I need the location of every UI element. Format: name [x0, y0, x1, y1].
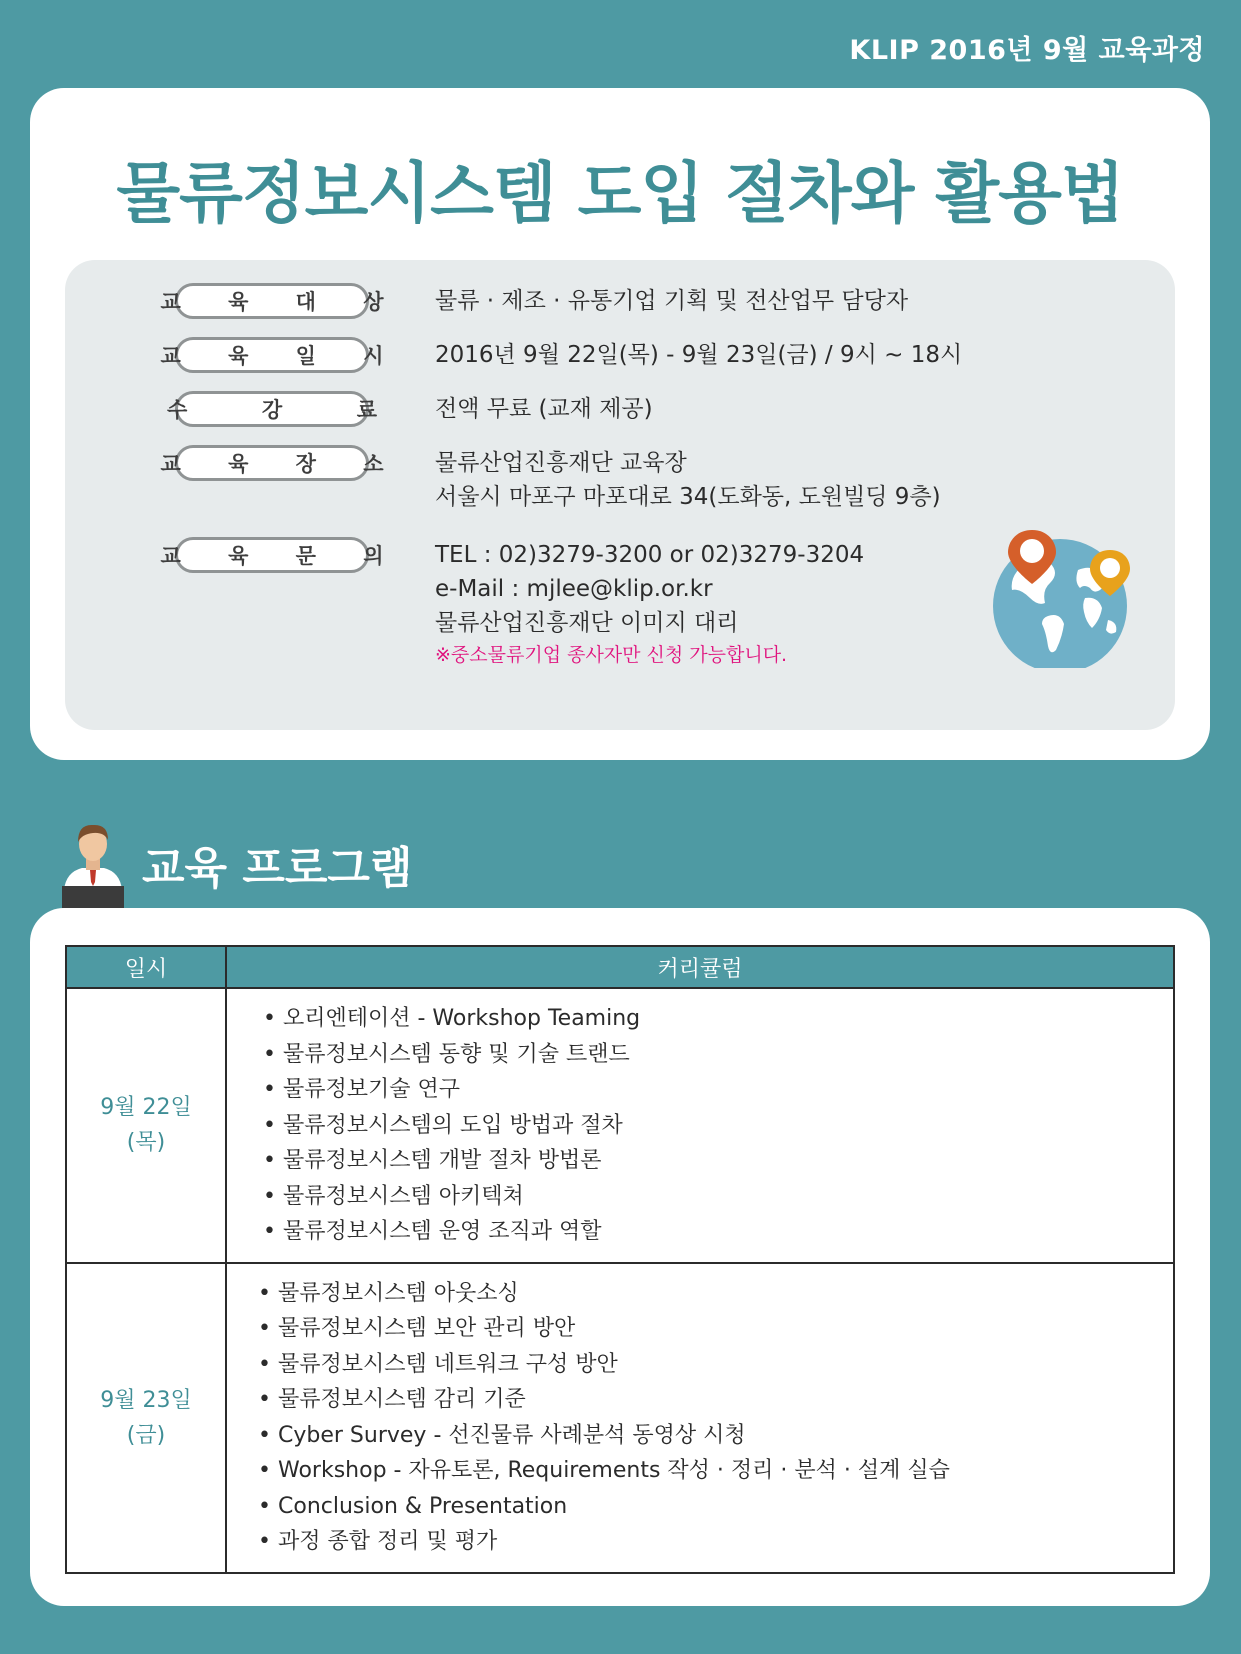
label-pill-fee: 수 강 료 — [175, 391, 369, 427]
schedule-text: 2016년 9월 22일(목) - 9월 23일(금) / 9시 ~ 18시 — [435, 342, 963, 368]
day-date: 9월 23일 — [100, 1387, 192, 1413]
info-value-datetime — [435, 338, 962, 372]
program-card — [30, 908, 1210, 1606]
person-at-laptop-icon — [62, 822, 124, 912]
location-name-text: 물류산업진흥재단 교육장 — [435, 450, 687, 476]
list-item: • 물류정보시스템의 도입 방법과 절차 — [263, 1108, 1173, 1144]
day-date-cell — [66, 1263, 226, 1573]
contact-person-text: 물류산업진흥재단 이미지 대리 — [435, 610, 739, 636]
list-item: • 물류정보시스템 감리 기준 — [258, 1382, 1173, 1418]
label-pill-location: 교 육 장 소 — [175, 445, 369, 481]
list-item: • 물류정보시스템 동향 및 기술 트랜드 — [263, 1037, 1173, 1073]
list-item: • 물류정보시스템 보안 관리 방안 — [258, 1311, 1173, 1347]
program-section-title: 교육 프로그램 — [142, 843, 413, 894]
label-pill-contact: 교 육 문 의 — [175, 537, 369, 573]
globe-with-map-pins-icon — [990, 528, 1140, 672]
table-header-row — [66, 946, 1174, 988]
list-item: • 물류정보시스템 아웃소싱 — [258, 1276, 1173, 1312]
day-weekday: (목) — [126, 1130, 166, 1156]
list-item: • Cyber Survey - 선진물류 사례분석 동영상 시청 — [258, 1418, 1173, 1454]
location-address-text: 서울시 마포구 마포대로 34(도화동, 도원빌딩 9층) — [435, 484, 941, 510]
info-value-fee — [435, 392, 653, 426]
course-info-card — [30, 88, 1210, 760]
list-item: • 물류정보시스템 개발 절차 방법론 — [263, 1143, 1173, 1179]
list-item: • 물류정보시스템 아키텍쳐 — [263, 1179, 1173, 1215]
list-item: • 과정 종합 정리 및 평가 — [258, 1524, 1173, 1560]
list-item: • 물류정보시스템 네트워크 구성 방안 — [258, 1347, 1173, 1383]
day-curriculum-cell — [226, 988, 1174, 1263]
label-pill-target: 교 육 대 상 — [175, 283, 369, 319]
table-row — [66, 988, 1174, 1263]
info-value-target — [435, 284, 908, 318]
contact-email-text: e-Mail : mjlee@klip.or.kr — [435, 576, 713, 602]
info-value-location — [435, 446, 941, 514]
course-title: 물류정보시스템 도입 절차와 활용법 — [116, 155, 1124, 232]
list-item: • Workshop - 자유토론, Requirements 작성 · 정리 · 분석 · 설계 실습 — [258, 1453, 1173, 1489]
list-item: • 물류정보기술 연구 — [263, 1072, 1173, 1108]
course-series-label: KLIP 2016년 9월 교육과정 — [849, 35, 1205, 66]
curriculum-table — [65, 945, 1175, 1574]
day-date-cell — [66, 988, 226, 1263]
day-date: 9월 22일 — [100, 1095, 192, 1121]
list-item: • Conclusion & Presentation — [258, 1489, 1173, 1525]
column-header-date: 일시 — [66, 946, 226, 988]
course-details-box — [65, 260, 1175, 730]
column-header-curriculum: 커리큘럼 — [226, 946, 1174, 988]
target-audience-text: 물류 · 제조 · 유통기업 기획 및 전산업무 담당자 — [435, 288, 909, 314]
fee-text: 전액 무료 (교재 제공) — [435, 396, 653, 422]
day-curriculum-cell — [226, 1263, 1174, 1573]
day-weekday: (금) — [126, 1422, 166, 1448]
list-item: • 오리엔테이션 - Workshop Teaming — [263, 1001, 1173, 1037]
list-item: • 물류정보시스템 운영 조직과 역할 — [263, 1214, 1173, 1250]
info-value-contact — [435, 538, 864, 670]
table-row — [66, 1263, 1174, 1573]
eligibility-note: ※중소물류기업 종사자만 신청 가능합니다. — [435, 644, 788, 666]
label-pill-datetime: 교 육 일 시 — [175, 337, 369, 373]
contact-phone-text: TEL : 02)3279-3200 or 02)3279-3204 — [435, 542, 865, 568]
